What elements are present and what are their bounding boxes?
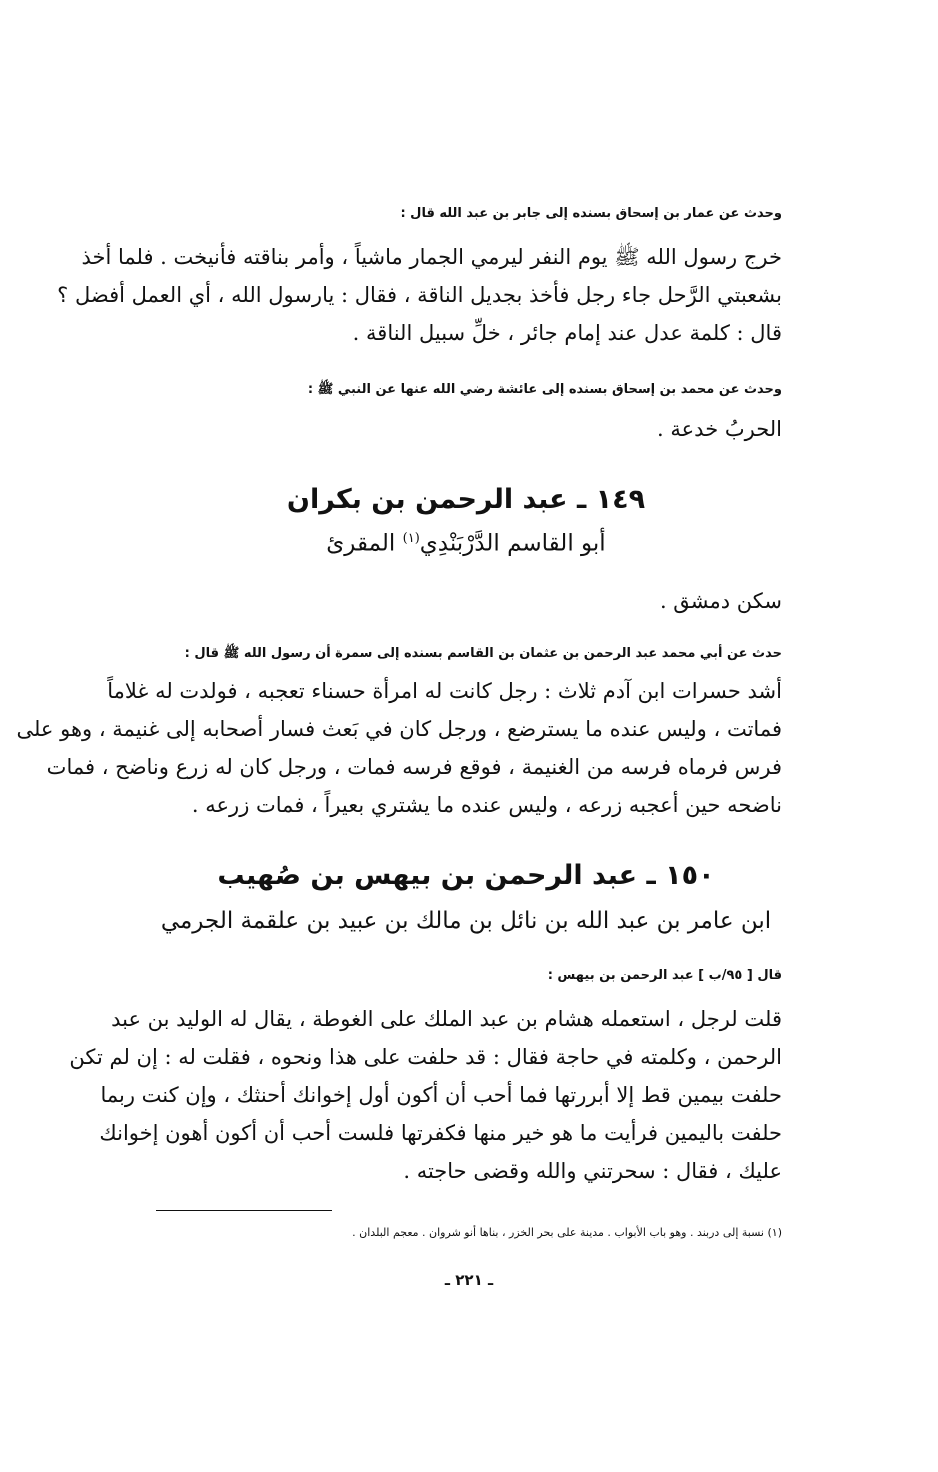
narration-text bbox=[69, 1000, 782, 1190]
hadith-text bbox=[57, 238, 782, 352]
text-line: سكن دمشق . bbox=[659, 589, 782, 613]
text-line: الحربُ خدعة . bbox=[657, 417, 782, 441]
subtitle-text: أبو القاسم الدَّرْبَنْدِي bbox=[419, 530, 606, 557]
footnote-divider bbox=[156, 1210, 332, 1211]
text-line: قال : كلمة عدل عند إمام جائر ، خلِّ سبيل الناقة . bbox=[352, 321, 782, 345]
text-line: الرحمن ، وكلمته في حاجة فقال : قد حلفت على هذا ونحوه ، فقلت له : إن لم تكن bbox=[69, 1045, 782, 1069]
text-line: حلفت باليمين فرأيت ما هو خير منها فكفرتها فلست أحب أن أكون أهون إخوانك bbox=[99, 1121, 782, 1145]
entry-subtitle bbox=[150, 520, 782, 563]
entry-heading-149 bbox=[150, 480, 782, 563]
isnad-line: حدث عن أبي محمد عبد الرحمن بن عثمان بن القاسم بسنده إلى سمرة أن رسول الله ﷺ قال : bbox=[184, 646, 782, 661]
text-line: أشد حسرات ابن آدم ثلاث : رجل كانت له امرأة حسناء تعجبه ، فولدت له غلاماً bbox=[107, 679, 782, 703]
hadith-text bbox=[150, 410, 782, 448]
text-line: فماتت ، وليس عنده ما يسترضع ، ورجل كان في بَعث فسار أصحابه إلى غنيمة ، وهو على bbox=[16, 717, 782, 741]
entry-heading-150 bbox=[150, 856, 782, 940]
subtitle-suffix: المقرئ bbox=[326, 530, 403, 557]
residence-note bbox=[150, 582, 782, 620]
text-line: قلت لرجل ، استعمله هشام بن عبد الملك على الغوطة ، يقال له الوليد بن عبد bbox=[111, 1007, 782, 1031]
entry-title: ١٥٠ ـ عبد الرحمن بن بيهس بن صُهيب bbox=[217, 860, 715, 891]
text-line: فرس فرماه فرسه من الغنيمة ، فوقع فرسه فمات ، ورجل كان له زرع وناضح ، فمات bbox=[46, 755, 782, 779]
page-number: ـ ٢٢١ ـ bbox=[444, 1271, 494, 1289]
footnote-reference: (١) bbox=[402, 531, 420, 546]
text-line: خرج رسول الله ﷺ يوم النفر ليرمي الجمار ماشياً ، وأمر بناقته فأنيخت . فلما أخذ bbox=[81, 245, 782, 269]
entry-title: ١٤٩ ـ عبد الرحمن بن بكران bbox=[286, 484, 646, 515]
text-line: بشعبتي الرَّحل جاء رجل فأخذ بجديل الناقة ، فقال : يارسول الله ، أي العمل أفضل ؟ bbox=[57, 283, 782, 307]
hadith-text bbox=[16, 672, 782, 824]
isnad-line: وحدث عن محمد بن إسحاق بسنده إلى عائشة رضي الله عنها عن النبي ﷺ : bbox=[307, 382, 782, 397]
footnote: (١) نسبة إلى دربند . وهو باب الأبواب . مدينة على بحر الخزر ، بناها أنو شروان . معجم البلدان . bbox=[352, 1226, 782, 1239]
text-line: عليك ، فقال : سحرتني والله وقضى حاجته . bbox=[403, 1159, 782, 1183]
isnad-line: قال [ ٩٥/ب ] عبد الرحمن بن بيهس : bbox=[547, 968, 782, 983]
text-line: ناضحه حين أعجبه زرعه ، وليس عنده ما يشتري بعيراً ، فمات زرعه . bbox=[191, 793, 782, 817]
text-line: حلفت بيمين قط إلا أبررتها فما أحب أن أكون أول إخوانك أحنثك ، وإن كنت ربما bbox=[100, 1083, 782, 1107]
entry-subtitle: ابن عامر بن عبد الله بن نائل بن مالك بن عبيد بن علقمة الجرمي bbox=[160, 908, 772, 934]
isnad-line: وحدث عن عمار بن إسحاق بسنده إلى جابر بن عبد الله قال : bbox=[400, 206, 782, 221]
